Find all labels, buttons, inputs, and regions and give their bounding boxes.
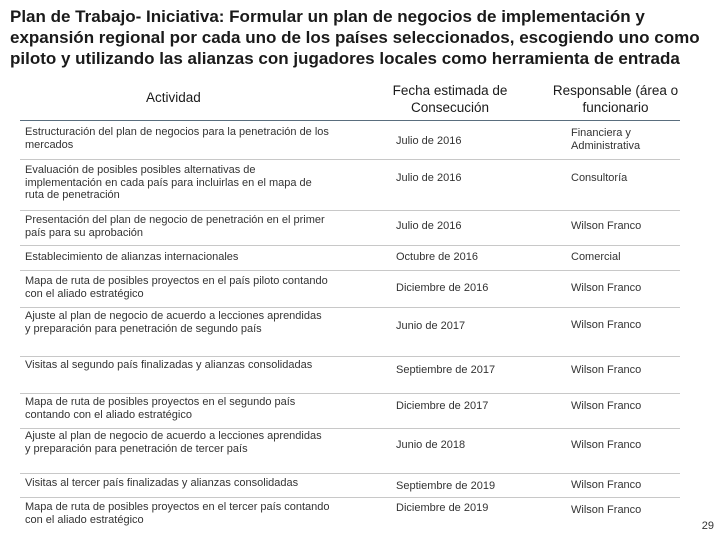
- cell-date: Junio de 2017: [396, 320, 466, 332]
- cell-activity: Estructuración del plan de negocios para la penetración de los mercados: [25, 126, 329, 151]
- page-title: Plan de Trabajo- Iniciativa: Formular un plan de negocios de implementación y expansión regional por cada uno de los países seleccionados, escogiendo uno como piloto y utilizando las alianzas con jugadores locales como herramienta de entrada: [10, 7, 700, 68]
- table-row: [20, 429, 680, 474]
- cell-responsible: Wilson Franco: [571, 220, 642, 232]
- cell-date: Julio de 2016: [396, 135, 462, 147]
- page-number: 29: [701, 520, 714, 532]
- cell-responsible: Wilson Franco: [571, 439, 642, 451]
- cell-responsible: Wilson Franco: [571, 400, 642, 412]
- cell-responsible: Comercial: [571, 251, 621, 263]
- table-row: [20, 357, 680, 394]
- cell-date: Diciembre de 2019: [396, 502, 489, 514]
- cell-activity: Presentación del plan de negocio de penetración en el primer país para su aprobación: [25, 214, 325, 239]
- cell-activity: Establecimiento de alianzas internacionales: [25, 251, 239, 263]
- table-row: [20, 271, 680, 308]
- cell-activity: Ajuste al plan de negocio de acuerdo a lecciones aprendidas y preparación para penetración de segundo país: [25, 310, 322, 335]
- cell-activity: Mapa de ruta de posibles proyectos en el tercer país contando con el aliado estratégico: [25, 501, 330, 526]
- table-row: [20, 211, 680, 246]
- table-row: [20, 308, 680, 357]
- cell-responsible: Wilson Franco: [571, 479, 642, 491]
- cell-responsible: Financiera y Administrativa: [571, 127, 641, 152]
- table-row: [20, 394, 680, 429]
- cell-date: Diciembre de 2016: [396, 282, 489, 294]
- cell-date: Septiembre de 2019: [396, 480, 496, 492]
- cell-date: Julio de 2016: [396, 220, 462, 232]
- table-row: [20, 246, 680, 271]
- cell-date: Septiembre de 2017: [396, 364, 496, 376]
- cell-activity: Mapa de ruta de posibles proyectos en el segundo país contando con el aliado estratégico: [25, 396, 296, 421]
- cell-responsible: Wilson Franco: [571, 364, 642, 376]
- cell-activity: Ajuste al plan de negocio de acuerdo a lecciones aprendidas y preparación para penetración de tercer país: [25, 430, 322, 455]
- cell-responsible: Wilson Franco: [571, 282, 642, 294]
- cell-date: Junio de 2018: [396, 439, 466, 451]
- cell-activity: Visitas al tercer país finalizadas y alianzas consolidadas: [25, 477, 299, 489]
- table-row: [20, 159, 680, 211]
- cell-responsible: Wilson Franco: [571, 319, 642, 331]
- cell-activity: Mapa de ruta de posibles proyectos en el país piloto contando con el aliado estratégico: [25, 275, 328, 300]
- table-row: [20, 474, 680, 498]
- cell-date: Diciembre de 2017: [396, 400, 489, 412]
- column-header-responsible: Responsable (área o funcionario: [552, 83, 679, 115]
- cell-date: Octubre de 2016: [396, 251, 478, 263]
- cell-responsible: Wilson Franco: [571, 504, 642, 516]
- column-header-date: Fecha estimada de Consecución: [392, 83, 508, 115]
- cell-activity: Visitas al segundo país finalizadas y alianzas consolidadas: [25, 359, 313, 371]
- cell-responsible: Consultoría: [571, 172, 628, 184]
- table-row: [20, 120, 680, 160]
- table-row: [20, 498, 680, 532]
- cell-activity: Evaluación de posibles posibles alternativas de implementación en cada país para incluirlas en el mapa de ruta de penetración: [25, 164, 312, 201]
- column-header-activity: Actividad: [146, 90, 201, 105]
- cell-date: Julio de 2016: [396, 172, 462, 184]
